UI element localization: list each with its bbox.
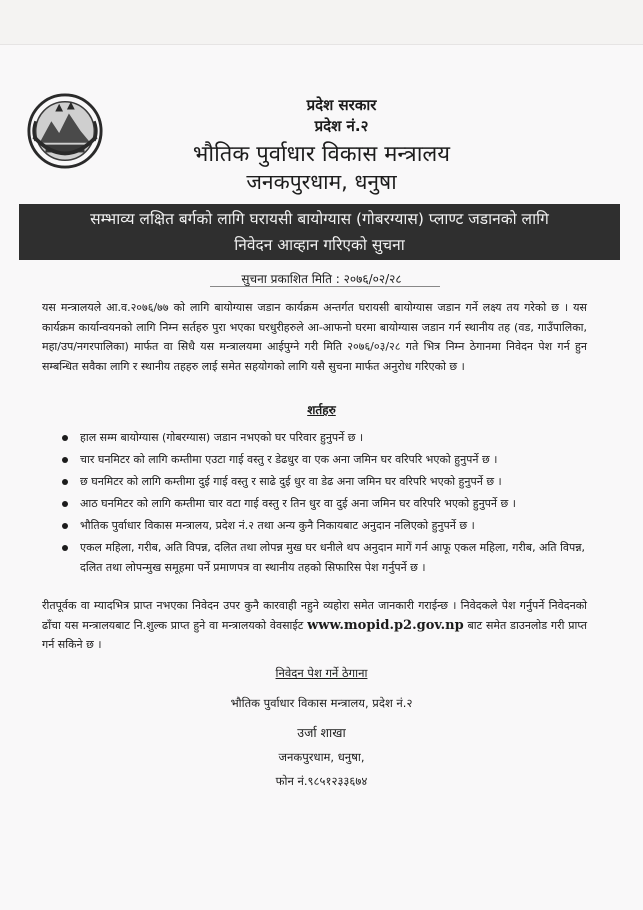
notice-title-line-2: निवेदन आव्हान गरिएको सुचना — [234, 236, 405, 254]
footer-text: रीतपूर्वक वा म्यादभित्र प्राप्त नभएका निवेदन उपर कुनै कारवाही नहुने व्यहोरा समेत जानकारी गराईन्छ । निवेदकले पेश गर्नुपर्ने निवेदनको ढाँचा यस मन्त्रालयबाट नि.शुल्क प्राप्त हुने वा मन्त्रालयको वेवसाईट — [42, 599, 587, 632]
condition-text: चार घनमिटर को लागि कम्तीमा एउटा गाई वस्तु र डेढधुर वा एक अना जमिन घर वरिपरि भएको हुनुपर्ने छ । — [80, 453, 498, 466]
list-item — [58, 450, 586, 470]
condition-text: एकल महिला, गरीब, अति विपन्न, दलित तथा लोपन्न मुख घर धनीले थप अनुदान मागें गर्न आफू एकल महिला, गरीब, अति विपन्न, दलित तथा लोपन्मुख समूहमा पर्ने प्रमाणपत्र वा स्थानीय तहको सिफारिस पेश गर्नुपर्ने छ । — [80, 541, 586, 574]
condition-text: हाल सम्म बायोग्यास (गोबरग्यास) जडान नभएको घर परिवार हुनुपर्ने छ । — [80, 431, 364, 444]
bullet-icon — [62, 545, 68, 551]
header-line-1: प्रदेश सरकार — [306, 96, 377, 114]
address-line-3: जनकपुरधाम, धनुषा, — [278, 750, 365, 764]
list-item — [58, 428, 586, 448]
conditions-heading: शर्तहरु — [307, 403, 336, 417]
header-line-2: प्रदेश नं.२ — [314, 117, 369, 135]
ministry-name: भौतिक पुर्वाधार विकास मन्त्रालय — [192, 142, 451, 167]
bullet-icon — [62, 501, 68, 507]
ministry-location: जनकपुरधाम, धनुषा — [246, 170, 397, 194]
publish-date: सुचना प्रकाशित मिति : २०७६/०२/२८ — [241, 272, 402, 286]
publish-date-underline — [210, 286, 440, 287]
list-item — [58, 516, 586, 536]
list-item — [58, 494, 586, 514]
bullet-icon — [62, 479, 68, 485]
notice-title-banner — [19, 204, 620, 260]
bullet-icon — [62, 435, 68, 441]
conditions-list — [58, 428, 586, 580]
condition-text: छ घनमिटर को लागि कम्तीमा दुई गाई वस्तु र साढे दुई धुर वा डेढ अना जमिन घर वरिपरि भएको हुनुपर्ने छ । — [80, 475, 502, 488]
address-line-2: उर्जा शाखा — [297, 725, 346, 740]
ministry-website-link[interactable]: www.mopid.p2.gov.np — [307, 617, 464, 633]
footer-text-after: बाट समेत डाउनलोड गरी प्राप्त गर्न सकिने छ । — [42, 618, 588, 651]
address-phone: फोन नं.९८५१२३३६७४ — [275, 774, 368, 788]
list-item — [58, 538, 586, 578]
list-item — [58, 472, 586, 492]
bullet-icon — [62, 457, 68, 463]
bullet-icon — [62, 523, 68, 529]
intro-paragraph: यस मन्त्रालयले आ.व.२०७६/७७ को लागि बायोग्यास जडान कार्यक्रम अन्तर्गत घरायसी बायोग्यास जडान गर्ने लक्ष्य तय गरेको छ । यस कार्यक्रम कार्यान्वयनको लागि निम्न सर्तहरु पुरा भएका घरधुरीहरुले आ-आफनो घरमा बायोग्यास जडान गर्न स्थानीय तह (वड, गाउँपालिका, महा/उप/नगरपालिका) मार्फत वा सिधै यस मन्त्रालयमा आईपुग्ने गरी मिति २०७६/०३/२८ गते भित्र निम्न ठेगानमा निवेदन पेश गर्न हुन सम्बन्धित सवैका लागि र स्थानीय तहहरु लाई समेत सहयोगको लागि यसै सुचना मार्फत अनुरोध गरिएको छ । — [42, 301, 587, 373]
condition-text: भौतिक पुर्वाधार विकास मन्त्रालय, प्रदेश नं.२ तथा अन्य कुनै निकायबाट अनुदान नलिएको हुनुपर्ने छ । — [80, 519, 475, 532]
notice-title-line-1: सम्भाव्य लक्षित बर्गको लागि घरायसी बायोग्यास (गोबरग्यास) प्लाण्ट जडानको लागि — [90, 210, 549, 228]
footer-paragraph — [42, 596, 587, 655]
address-line-1: भौतिक पुर्वाधार विकास मन्त्रालय, प्रदेश नं.२ — [230, 696, 413, 710]
address-heading: निवेदन पेश गर्ने ठेगाना — [275, 666, 368, 680]
condition-text: आठ घनमिटर को लागि कम्तीमा चार वटा गाई वस्तु र तिन धुर वा दुई अना जमिन घर वरिपरि भएको हुनुपर्ने छ । — [80, 497, 516, 510]
